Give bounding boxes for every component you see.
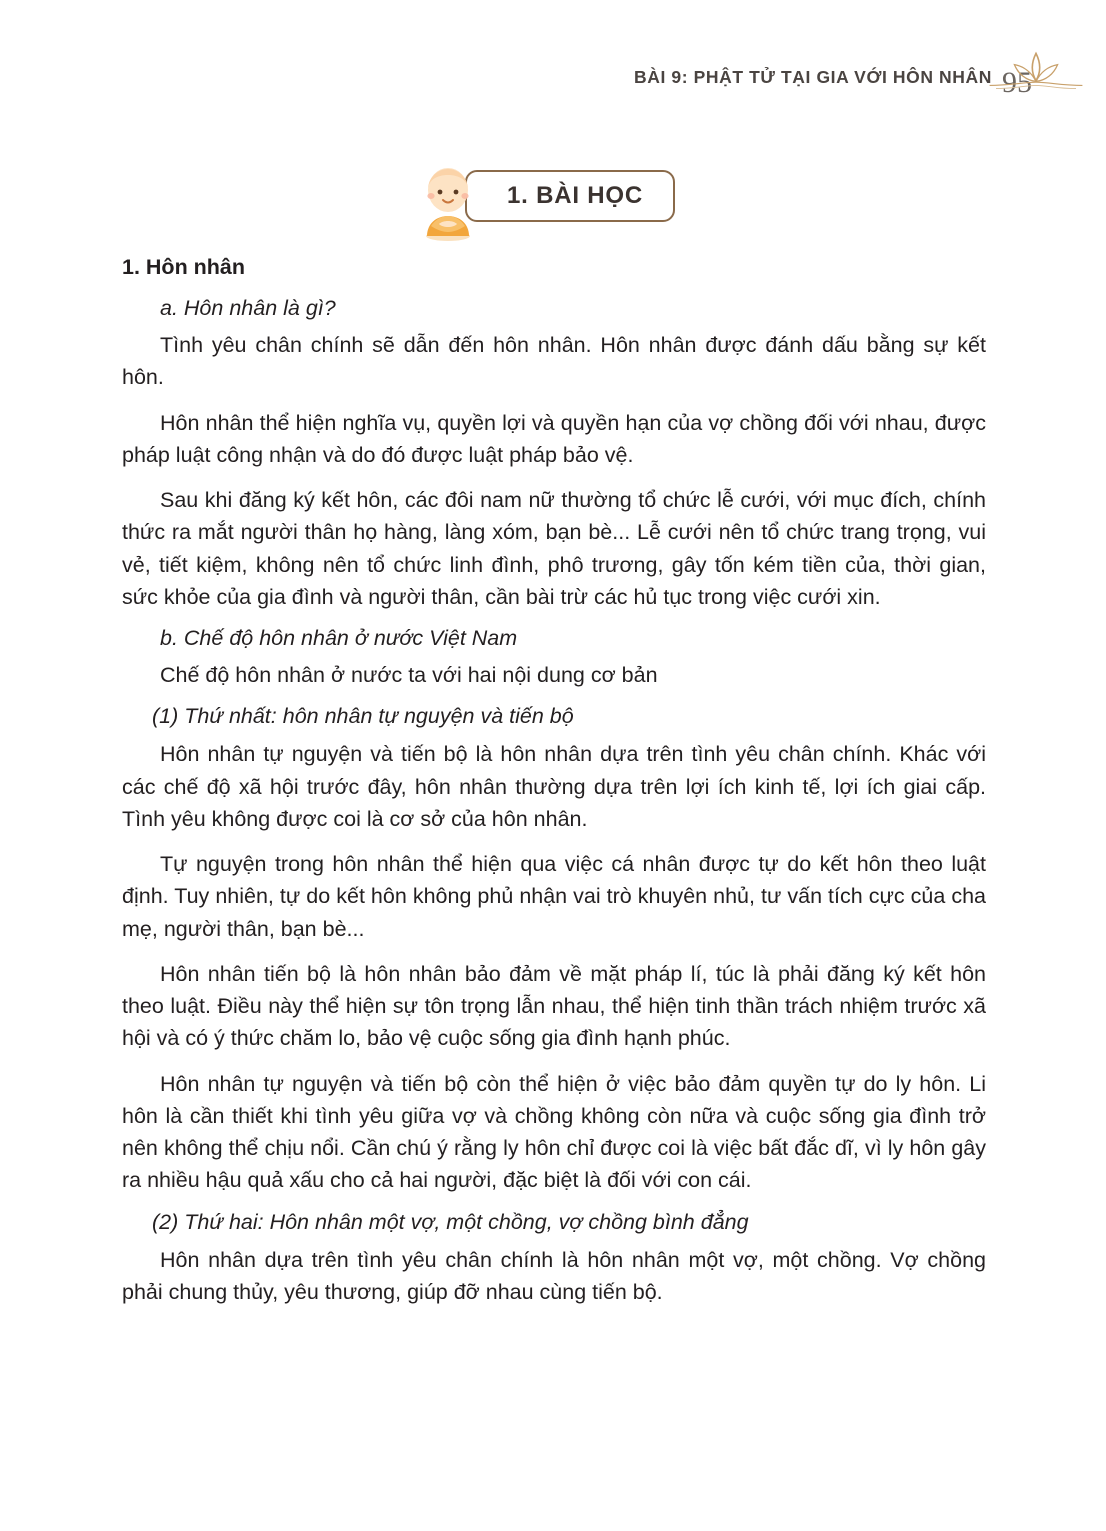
- paragraph-8: Hôn nhân tự nguyện và tiến bộ còn thể hiện ở việc bảo đảm quyền tự do ly hôn. Li hôn là cần thiết khi tình yêu giữa vợ và chồng không còn nữa và cuộc sống gia đình trở nên không thể chịu nổi. Cần chú ý rằng ly hôn chỉ được coi là việc bất đắc dĩ, vì ly hôn gây ra nhiều hậu quả xấu cho cả hai người, đặc biệt là đối với con cái.: [122, 1071, 986, 1193]
- section-badge-label: 1. BÀI HỌC: [507, 182, 644, 209]
- page-header: [634, 62, 1032, 99]
- page-number: 95: [1002, 66, 1032, 99]
- running-title: BÀI 9: PHẬT TỬ TẠI GIA VỚI HÔN NHÂN: [634, 66, 992, 87]
- paragraph-7: Hôn nhân tiến bộ là hôn nhân bảo đảm về mặt pháp lí, túc là phải đăng ký kết hôn theo luật. Điều này thể hiện sự tôn trọng lẫn nhau, thể hiện tinh thần trách nhiệm trước xã hội và có ý thức chăm lo, bảo vệ cuộc sống gia đình hạnh phúc.: [122, 961, 986, 1051]
- list-item-2-label: (2) Thứ hai: Hôn nhân một vợ, một chồng, vợ chồng bình đẳng: [152, 1209, 749, 1234]
- list-item-1-label: (1) Thứ nhất: hôn nhân tự nguyện và tiến bộ: [152, 704, 574, 729]
- paragraph-4: Chế độ hôn nhân ở nước ta với hai nội dung cơ bản: [160, 663, 658, 687]
- meditating-monk-icon: [415, 150, 481, 242]
- subheading-b: b. Chế độ hôn nhân ở nước Việt Nam: [160, 626, 518, 650]
- section-badge-box: [465, 170, 675, 222]
- subheading-a: a. Hôn nhân là gì?: [160, 296, 336, 320]
- paragraph-9: Hôn nhân dựa trên tình yêu chân chính là hôn nhân một vợ, một chồng. Vợ chồng phải chung thủy, yêu thương, giúp đỡ nhau cùng tiến bộ.: [122, 1247, 986, 1304]
- heading-hon-nhan: 1. Hôn nhân: [122, 255, 246, 279]
- paragraph-2: Hôn nhân thể hiện nghĩa vụ, quyền lợi và quyền hạn của vợ chồng đối với nhau, được pháp luật công nhận và do đó được luật pháp bảo vệ.: [122, 410, 986, 467]
- paragraph-5: Hôn nhân tự nguyện và tiến bộ là hôn nhân dựa trên tình yêu chân chính. Khác với các chế độ xã hội trước đây, hôn nhân thường dựa trên lợi ích kinh tế, lợi ích giai cấp. Tình yêu không được coi là cơ sở của hôn nhân.: [122, 742, 986, 831]
- page-content: [122, 255, 986, 1321]
- paragraph-3: Sau khi đăng ký kết hôn, các đôi nam nữ thường tổ chức lễ cưới, với mục đích, chính thức ra mắt người thân họ hàng, làng xóm, bạn bè... Lễ cưới nên tổ chức trang trọng, vui vẻ, tiết kiệm, không nên tổ chức linh đình, phô trương, gây tốn kém tiền của, thời gian, sức khỏe của gia đình và người thân, cần bài trừ các hủ tục trong việc cưới xin.: [122, 488, 986, 609]
- paragraph-6: Tự nguyện trong hôn nhân thể hiện qua việc cá nhân được tự do kết hôn theo luật định. Tuy nhiên, tự do kết hôn không phủ nhận vai trò khuyên nhủ, tư vấn tích cực của cha mẹ, người thân, bạn bè...: [122, 852, 986, 941]
- section-badge: [415, 150, 675, 242]
- paragraph-1: Tình yêu chân chính sẽ dẫn đến hôn nhân. Hôn nhân được đánh dấu bằng sự kết hôn.: [122, 333, 986, 390]
